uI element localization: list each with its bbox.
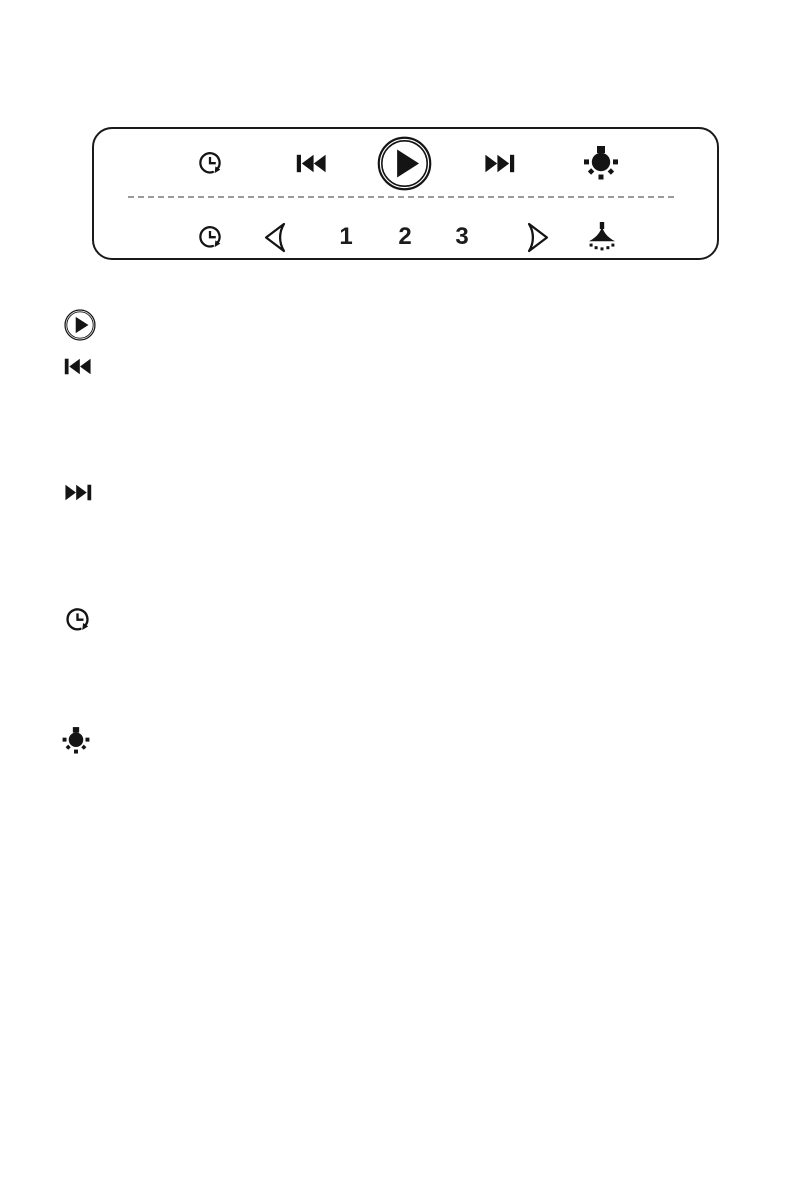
- control-panel-illustration: [92, 127, 719, 260]
- hood-light-icon: [584, 221, 620, 255]
- play-icon: [64, 309, 96, 341]
- speed-level-1: 1: [339, 223, 353, 250]
- panel-separator: [128, 196, 676, 198]
- arrow-left-icon: [263, 222, 287, 253]
- previous-track-icon: [64, 358, 91, 375]
- arrow-right-icon: [526, 222, 550, 253]
- play-icon: [377, 136, 432, 191]
- previous-track-icon: [296, 154, 326, 173]
- timer-icon: [63, 604, 92, 635]
- next-track-icon: [65, 484, 92, 501]
- speed-level-3: 3: [455, 223, 469, 250]
- timer-icon: [196, 222, 224, 252]
- speed-level-2: 2: [398, 223, 412, 250]
- timer-icon: [196, 148, 224, 178]
- next-track-icon: [485, 154, 515, 173]
- light-bulb-icon: [61, 726, 91, 755]
- light-bulb-icon: [582, 145, 620, 181]
